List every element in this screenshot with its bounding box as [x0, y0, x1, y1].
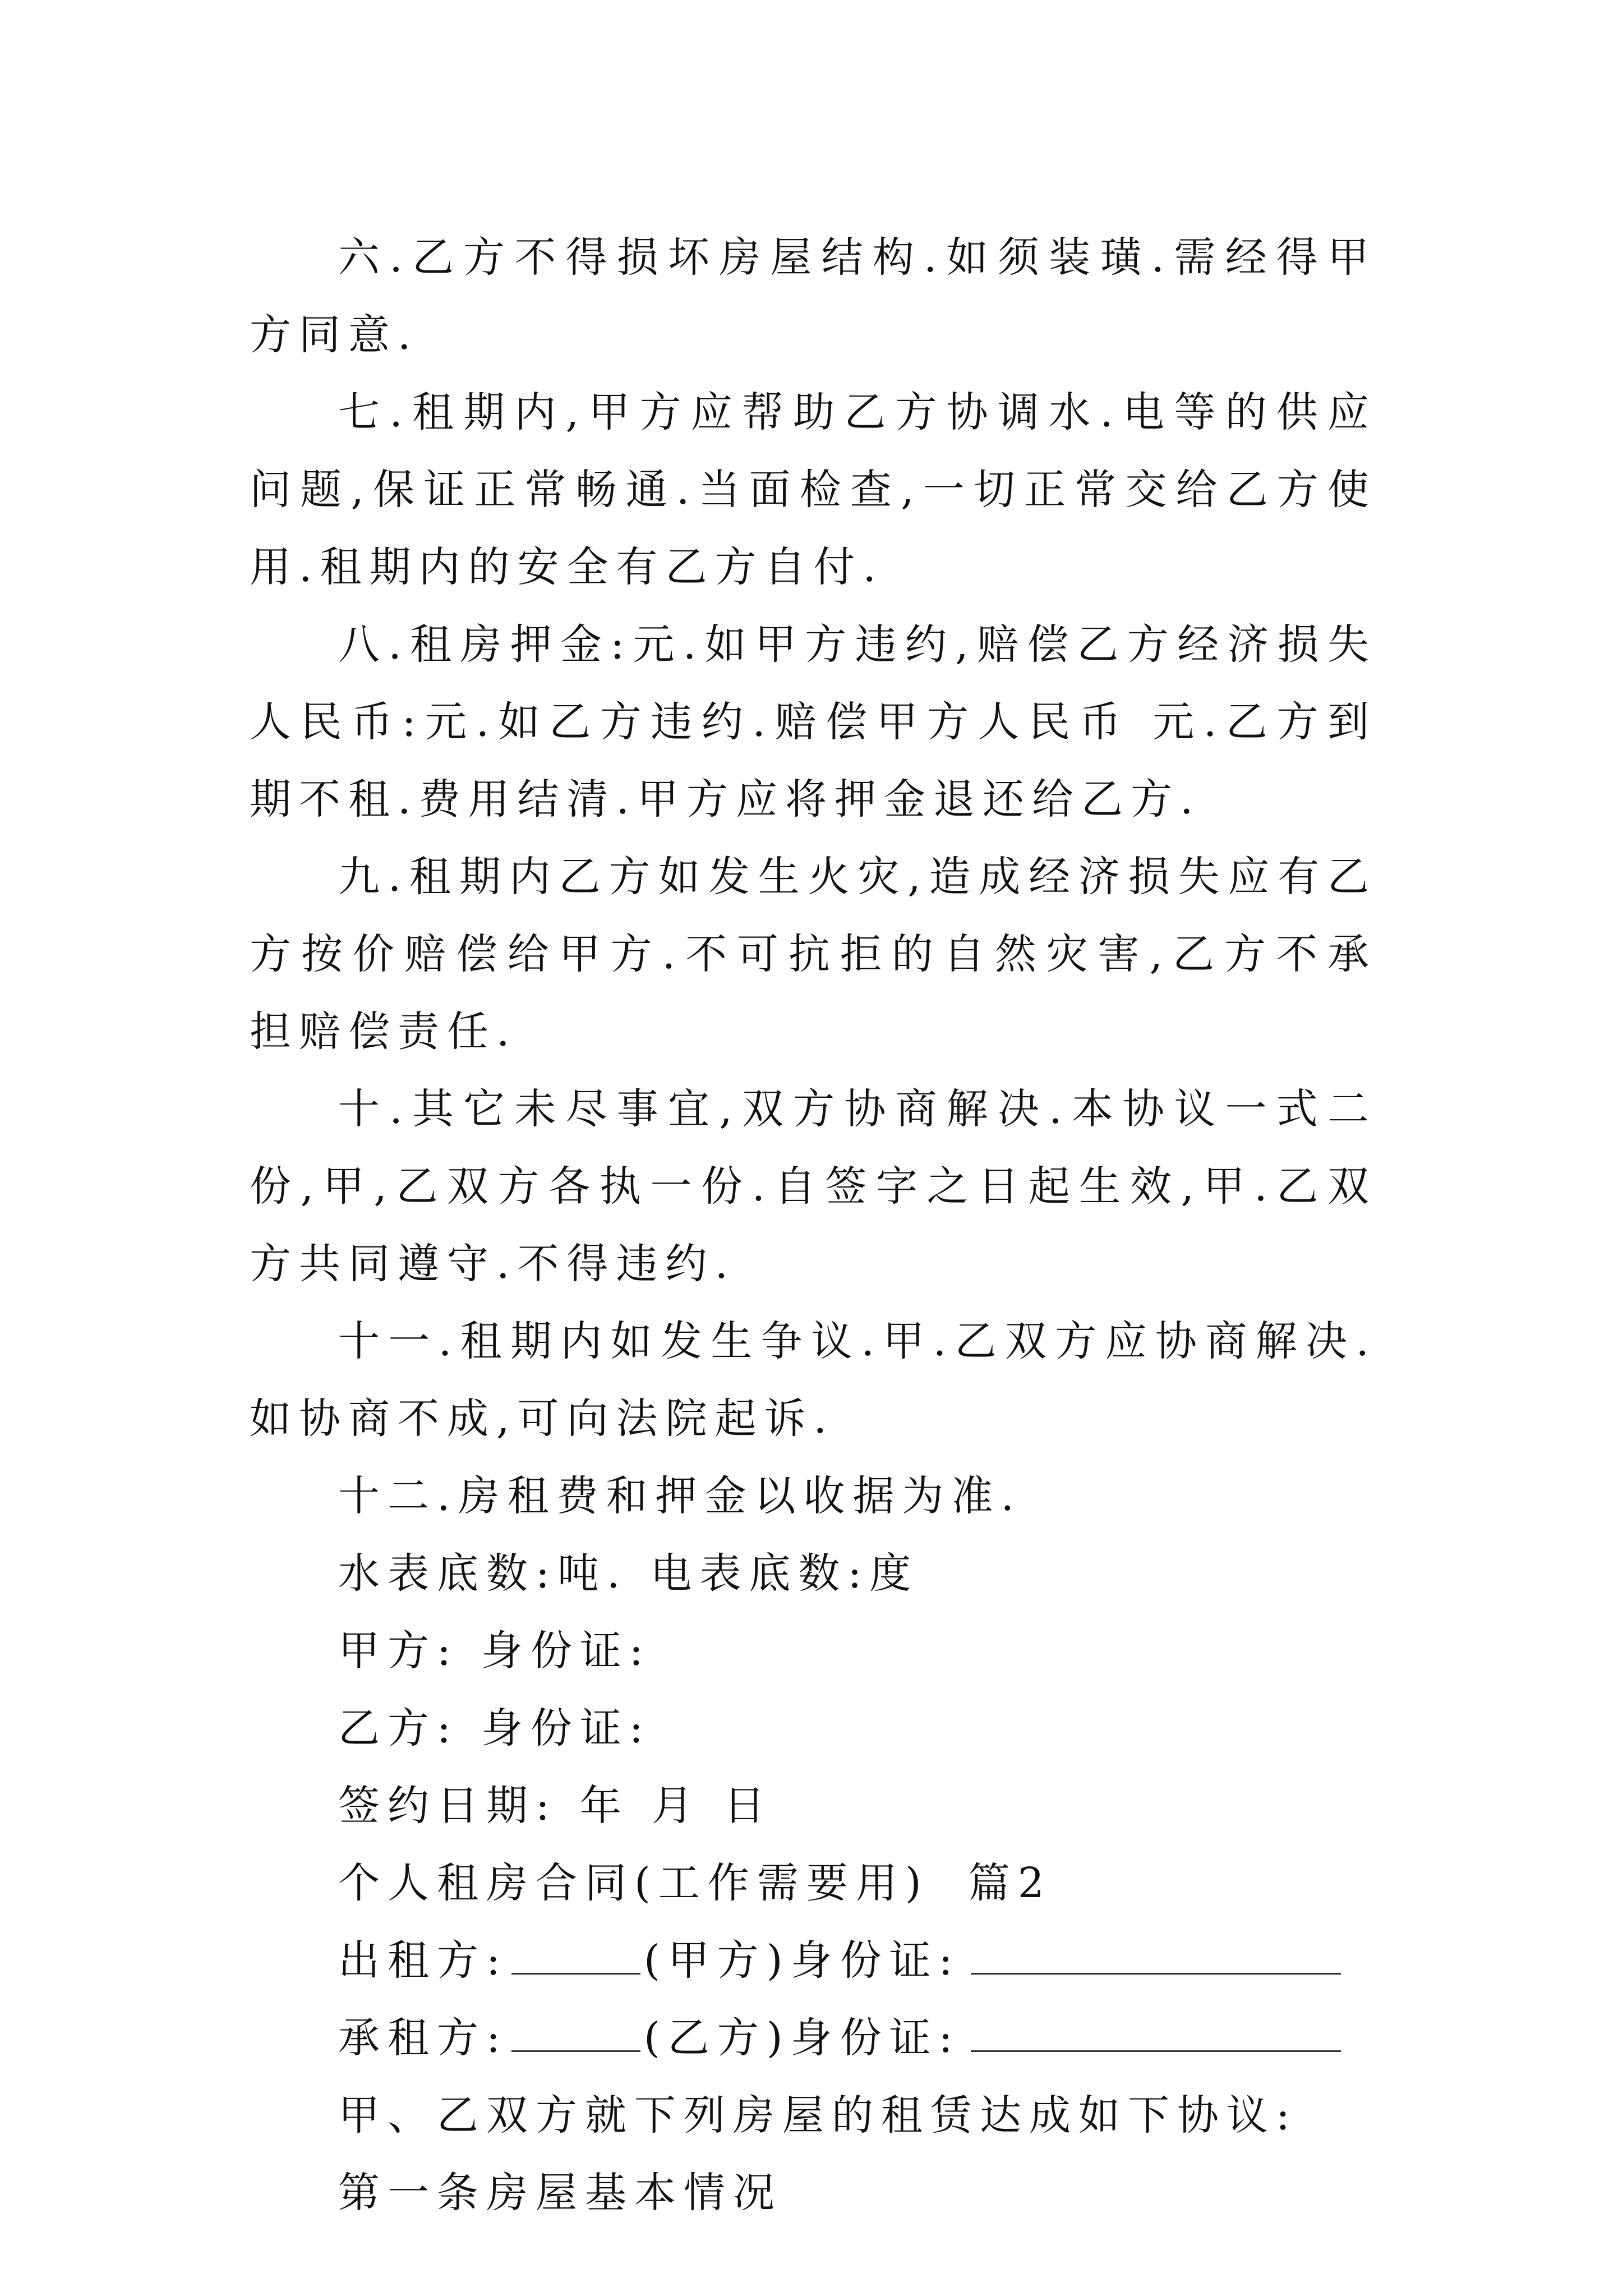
clause-ten: 十.其它未尽事宜,双方协商解决.本协议一式二份,甲,乙双方各执一份.自签字之日起生效,甲.乙双方共同遵守.不得违约. [250, 1085, 1377, 1288]
section-two-part: 篇2 [968, 1859, 1052, 1907]
clause-eleven: 十一.租期内如发生争议.甲.乙双方应协商解决.如协商不成,可向法院起诉. [250, 1317, 1377, 1443]
lessee-label: 承租方: [338, 2014, 508, 2062]
party-b-signature-line [250, 1690, 1377, 1767]
electric-meter-unit: 度 [869, 1549, 919, 1598]
clause-nine: 九.租期内乙方如发生火灾,造成经济损失应有乙方按价赔偿给甲方.不可抗拒的自然灾害,乙方不承担赔偿责任. [250, 853, 1377, 1056]
meter-readings [250, 1535, 1377, 1612]
lessee-id-blank [971, 2018, 1341, 2052]
party-a-signature-line [250, 1612, 1377, 1690]
clause-eight: 八.租房押金:元.如甲方违约,赔偿乙方经济损失人民币:元.如乙方违约.赔偿甲方人民币 元.乙方到期不租.费用结清.甲方应将押金退还给乙方. [250, 620, 1377, 823]
agreement-intro: 甲、乙双方就下列房屋的租赁达成如下协议: [338, 2091, 1298, 2139]
signing-date-day: 日 [723, 1782, 773, 1830]
electric-meter-label: 电表底数: [650, 1549, 870, 1598]
party-a-id-label: 身份证: [481, 1627, 651, 1675]
lessee-line [250, 1999, 1377, 2077]
document-body [250, 219, 1377, 2231]
party-b-label: 乙方: [338, 1704, 459, 1752]
lessor-label: 出租方: [338, 1936, 508, 1985]
lessor-name-blank [511, 1940, 640, 1975]
section-two-heading [250, 1844, 1377, 1922]
section-two-title: 个人租房合同(工作需要用) [338, 1859, 929, 1907]
signing-date-line [250, 1767, 1377, 1844]
signing-date-label: 签约日期: [338, 1782, 557, 1830]
clause-twelve: 十二.房租费和押金以收据为准. [338, 1472, 1022, 1520]
signing-date-month: 月 [651, 1782, 701, 1830]
article-one-heading: 第一条房屋基本情况 [338, 2169, 782, 2217]
lessee-name-blank [511, 2018, 640, 2052]
lessee-role: (乙方)身份证: [643, 2014, 961, 2062]
clause-seven: 七.租期内,甲方应帮助乙方协调水.电等的供应问题,保证正常畅通.当面检查,一切正常交给乙方使用.租期内的安全有乙方自付. [250, 388, 1377, 591]
clause-six: 六.乙方不得损坏房屋结构.如须装璜.需经得甲方同意. [250, 233, 1377, 359]
water-meter-label: 水表底数: [338, 1549, 557, 1598]
lessor-line [250, 1922, 1377, 1999]
signing-date-year: 年 [579, 1782, 629, 1830]
lessor-id-blank [971, 1940, 1341, 1975]
party-b-id-label: 身份证: [481, 1704, 651, 1752]
lessor-role: (甲方)身份证: [643, 1936, 961, 1985]
party-a-label: 甲方: [338, 1627, 459, 1675]
water-meter-unit: 吨. [557, 1549, 628, 1598]
